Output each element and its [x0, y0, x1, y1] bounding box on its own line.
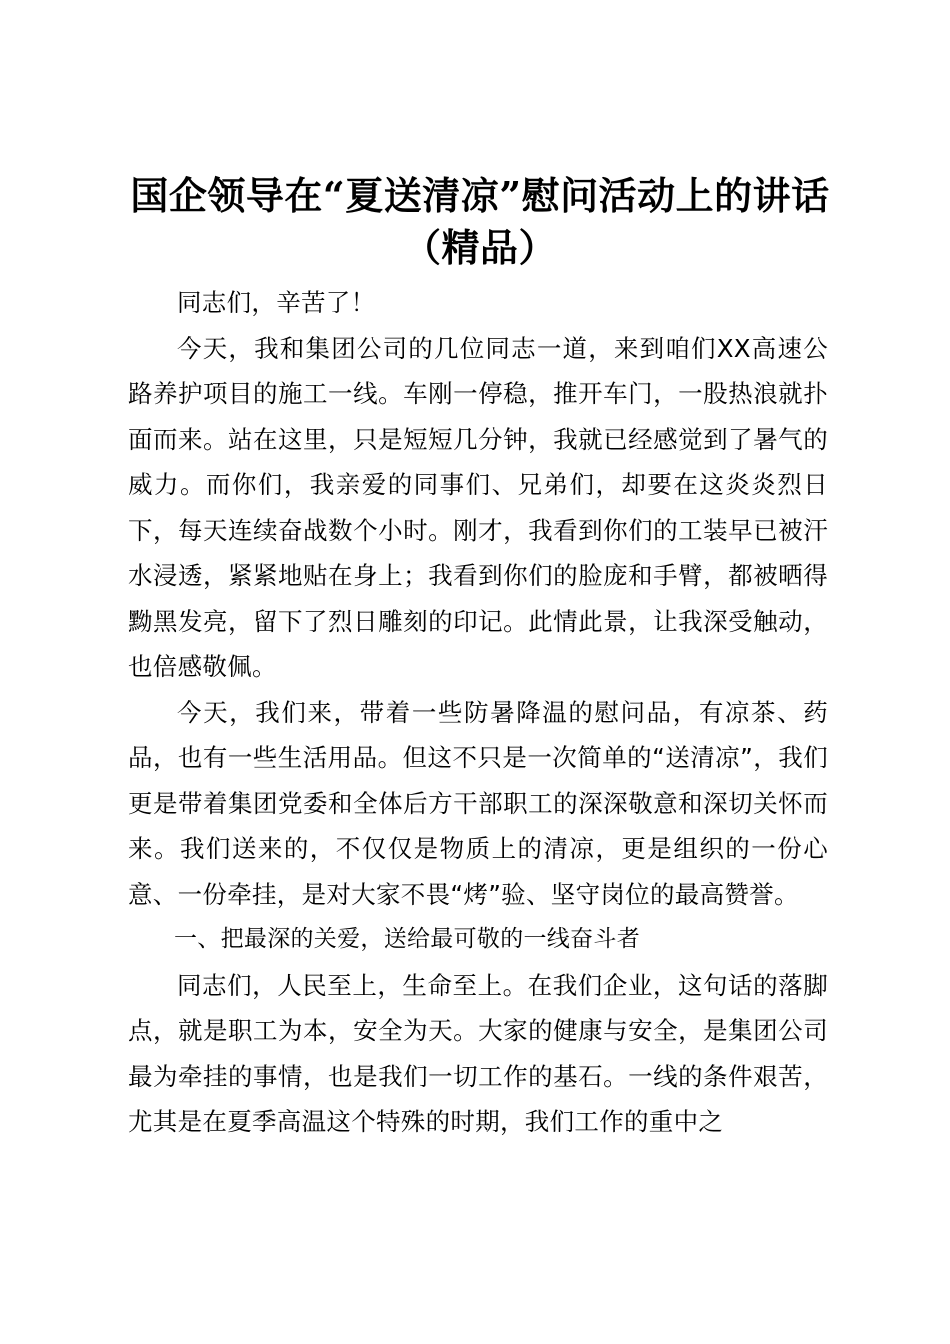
document-title: 国企领导在“夏送清凉”慰问活动上的讲话（精品） — [130, 173, 830, 270]
body-paragraph-1: 今天，我和集团公司的几位同志一道，来到咱们XX高速公路养护项目的施工一线。车刚一停稳，推开车门，一股热浪就扑面而来。站在这里，只是短短几分钟，我就已经感觉到了暑气的威力。而你们，我亲爱的同事们、兄弟们，却要在这炎炎烈日下，每天连续奋战数个小时。刚才，我看到你们的工装早已被汗水浸透，紧紧地贴在身上；我看到你们的脸庞和手臂，都被晒得黝黑发亮，留下了烈日雕刻的印记。此情此景，让我深受触动，也倍感敬佩。 — [128, 333, 828, 681]
section-heading: 一、把最深的关爱，送给最可敬的一线奋斗者 — [174, 926, 640, 952]
section-paragraph: 同志们，人民至上，生命至上。在我们企业，这句话的落脚点，就是职工为本，安全为天。大家的健康与安全，是集团公司最为牵挂的事情，也是我们一切工作的基石。一线的条件艰苦，尤其是在夏季高温这个特殊的时期，我们工作的重中之 — [128, 970, 828, 1136]
body-paragraph-2: 今天，我们来，带着一些防暑降温的慰问品，有凉茶、药品，也有一些生活用品。但这不只是一次简单的“送清凉”，我们更是带着集团党委和全体后方干部职工的深深敬意和深切关怀而来。我们送来的，不仅仅是物质上的清凉，更是组织的一份心意、一份牵挂，是对大家不畏“烤”验、坚守岗位的最高赞誉。 — [128, 697, 828, 909]
document-body — [128, 280, 828, 1145]
greeting-paragraph: 同志们，辛苦了！ — [177, 288, 376, 317]
